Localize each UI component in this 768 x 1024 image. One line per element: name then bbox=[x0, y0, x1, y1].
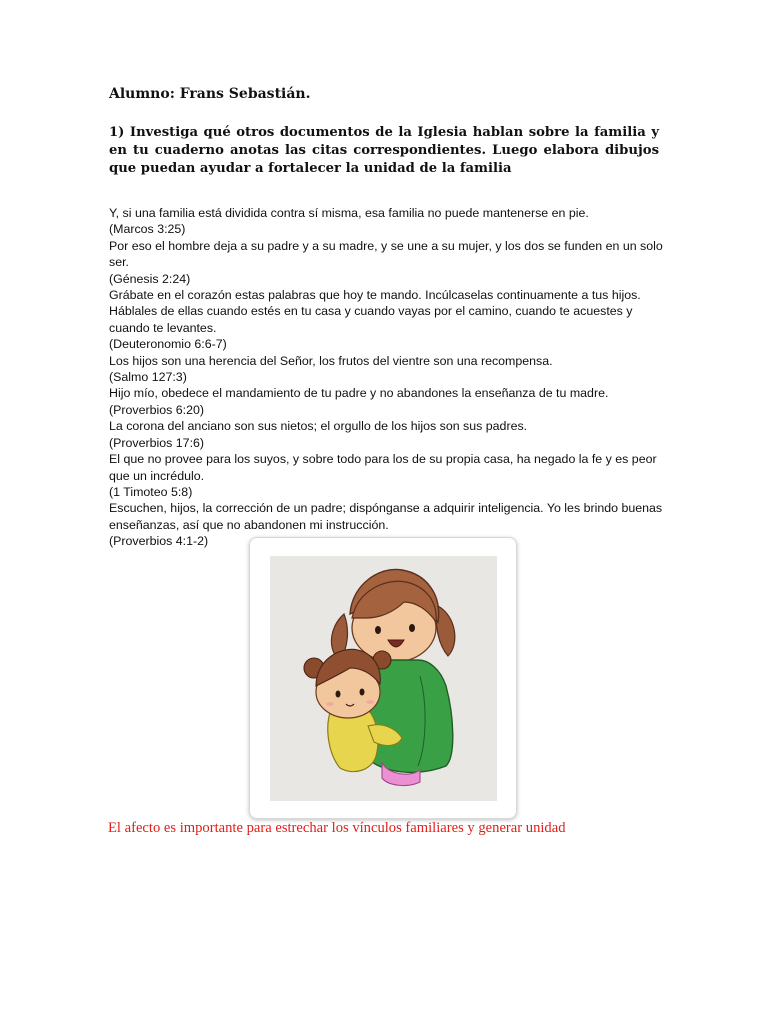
drawing-photo-frame bbox=[249, 537, 517, 819]
quote-reference: (Proverbios 17:6) bbox=[109, 435, 205, 450]
quote-reference: (Proverbios 4:1-2) bbox=[109, 534, 209, 549]
quote-text: Escuchen, hijos, la corrección de un padre; dispónganse a adquirir inteligencia. Yo les brindo buenas enseñanzas, así que no abandonen mi instrucción. bbox=[109, 501, 663, 532]
hug-illustration bbox=[270, 556, 497, 801]
quote-reference: (Salmo 127:3) bbox=[109, 370, 187, 385]
quote-reference: (Deuteronomio 6:6-7) bbox=[109, 337, 227, 352]
quote-text: Y, si una familia está dividida contra sí misma, esa familia no puede mantenerse en pie. bbox=[109, 206, 589, 220]
quote-reference: (Génesis 2:24) bbox=[109, 271, 191, 286]
quote-text: Hijo mío, obedece el mandamiento de tu padre y no abandones la enseñanza de tu madre. bbox=[109, 386, 609, 401]
quote-text: Los hijos son una herencia del Señor, los frutos del vientre son una recompensa. bbox=[109, 353, 553, 368]
drawing-caption: El afecto es importante para estrechar los vínculos familiares y generar unidad bbox=[108, 820, 566, 836]
quote-text: Grábate en el corazón estas palabras que hoy te mando. Incúlcaselas continuamente a tus hijos. Háblales de ellas cuando estés en tu casa y cuando vayas por el camino, cuando te acuestes y cuando te levantes. bbox=[109, 288, 641, 335]
quotes-list bbox=[109, 205, 669, 550]
quote-text: La corona del anciano son sus nietos; el orgullo de los hijos son sus padres. bbox=[109, 419, 528, 434]
quote-text: Por eso el hombre deja a su padre y a su madre, y se une a su mujer, y los dos se funden en un solo ser. bbox=[109, 238, 663, 270]
student-name: Alumno: Frans Sebastián. bbox=[109, 86, 311, 102]
quote-reference: (1 Timoteo 5:8) bbox=[109, 484, 193, 499]
quote-text: El que no provee para los suyos, y sobre todo para los de su propia casa, ha negado la fe y es peor que un incrédulo. bbox=[109, 452, 657, 483]
family-hug-drawing bbox=[270, 556, 497, 801]
question-prompt: 1) Investiga qué otros documentos de la Iglesia hablan sobre la familia y en tu cuaderno anotas las citas correspondientes. Luego elabora dibujos que puedan ayudar a fortalecer la unidad de la familia bbox=[109, 125, 659, 176]
quote-reference: (Proverbios 6:20) bbox=[109, 402, 205, 417]
quote-reference: (Marcos 3:25) bbox=[109, 222, 186, 237]
